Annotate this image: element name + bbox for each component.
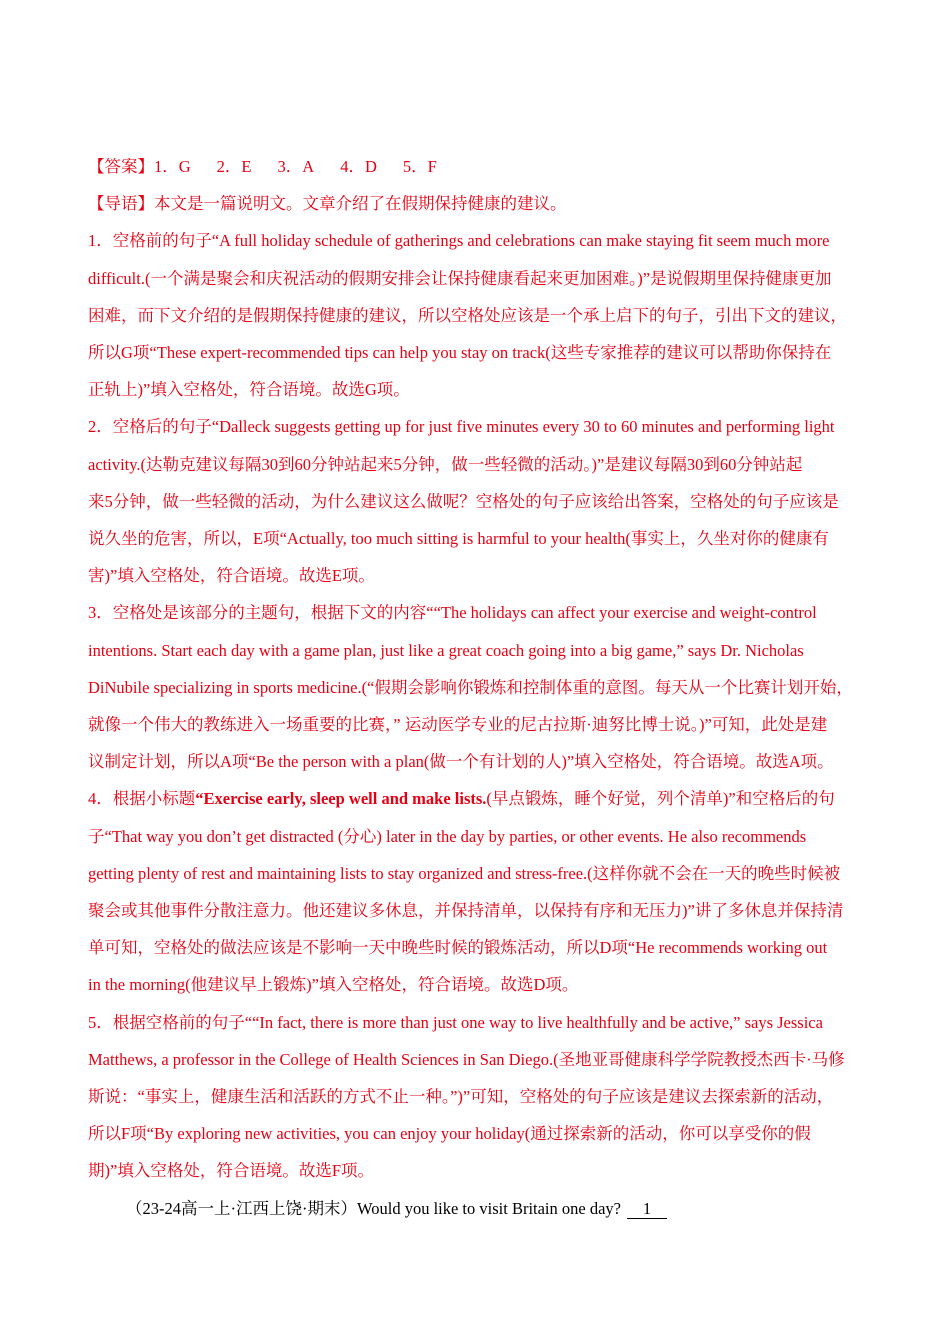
explanation-line: 所以G项“These expert-recommended tips can help you stay on track(这些专家推荐的建议可以帮助你保持在 bbox=[88, 343, 832, 363]
answer-label: 【答案】 bbox=[88, 157, 154, 176]
explanation-line: 就像一个伟大的教练进入一场重要的比赛，” 运动医学专业的尼古拉斯·迪努比博士说。)”可知，此处是建 bbox=[88, 715, 828, 735]
explanation-line: 困难，而下文介绍的是假期保持健康的建议，所以空格处应该是一个承上启下的句子，引出下文的建议， bbox=[88, 305, 847, 325]
answer-item: 4．D bbox=[340, 157, 377, 176]
answer-item: 1．G bbox=[154, 157, 191, 176]
explanation-line: 斯说：“事实上，健康生活和活跃的方式不止一种。”)”可知，空格处的句子应该是建议去探索新的活动， bbox=[88, 1087, 834, 1107]
explanation-line: difficult.(一个满是聚会和庆祝活动的假期安排会让保持健康看起来更加困难。)”是说假期里保持健康更加 bbox=[88, 268, 832, 288]
explanation-line: 正轨上)”填入空格处，符合语境。故选G项。 bbox=[88, 380, 410, 400]
intro-text: 本文是一篇说明文。文章介绍了在假期保持健康的建议。 bbox=[154, 194, 567, 214]
explanation-line: 子“That way you don’t get distracted (分心) later in the day by parties, or other events. He also recommends bbox=[88, 826, 807, 846]
explanation-line: intentions. Start each day with a game plan, just like a great coach going into a big game,” says Dr. Nicholas bbox=[88, 640, 804, 660]
explanation-line: 来5分钟，做一些轻微的活动，为什么建议这么做呢？空格处的句子应该给出答案，空格处的句子应该是 bbox=[88, 491, 839, 511]
intro-label: 【导语】 bbox=[88, 194, 154, 214]
next-question bbox=[88, 1190, 862, 1227]
explanation-line-item4 bbox=[88, 780, 862, 817]
explanation-line: 3．空格处是该部分的主题句，根据下文的内容““The holidays can affect your exercise and weight-control bbox=[88, 603, 817, 623]
explanation-line: 议制定计划，所以A项“Be the person with a plan(做一个有计划的人)”填入空格处，符合语境。故选A项。 bbox=[88, 752, 834, 772]
answer-item: 3．A bbox=[277, 157, 315, 176]
explanation-line: 说久坐的危害，所以，E项“Actually, too much sitting is harmful to your health(事实上，久坐对你的健康有 bbox=[88, 529, 829, 549]
explanation-line: 1．空格前的句子“A full holiday schedule of gatherings and celebrations can make staying fit seem much more bbox=[88, 231, 830, 251]
question-text: （23-24高一上·江西上饶·期末）Would you like to visit Britain one day? bbox=[126, 1198, 621, 1218]
explanation-line: getting plenty of rest and maintaining lists to stay organized and stress-free.(这样你就不会在一天的晚些时候被 bbox=[88, 863, 841, 883]
answer-blank: 1 bbox=[627, 1200, 667, 1219]
explanation-line: 2．空格后的句子“Dalleck suggests getting up for just five minutes every 30 to 60 minutes and performing light bbox=[88, 417, 835, 437]
explanation-line: DiNubile specializing in sports medicine.(“假期会影响你锻炼和控制体重的意图。每天从一个比赛计划开始， bbox=[88, 677, 853, 697]
item4-prefix: 4．根据小标题 bbox=[88, 789, 196, 809]
answer-line bbox=[88, 148, 862, 185]
item4-subtitle: “Exercise early, sleep well and make lists. bbox=[195, 789, 487, 809]
explanation-line: activity.(达勒克建议每隔30到60分钟站起来5分钟，做一些轻微的活动。)”是建议每隔30到60分钟站起 bbox=[88, 454, 803, 474]
explanation-line: 聚会或其他事件分散注意力。他还建议多休息，并保持清单，以保持有序和无压力)”讲了多休息并保持清 bbox=[88, 901, 844, 921]
explanation-line: 单可知，空格处的做法应该是不影响一天中晚些时候的锻炼活动，所以D项“He recommends working out bbox=[88, 938, 828, 958]
intro-line bbox=[88, 185, 862, 222]
answer-item: 2．E bbox=[216, 157, 252, 176]
explanation-line: in the morning(他建议早上锻炼)”填入空格处，符合语境。故选D项。 bbox=[88, 975, 579, 995]
explanation-line: Matthews, a professor in the College of Health Sciences in San Diego.(圣地亚哥健康科学学院教授杰西卡·马修 bbox=[88, 1049, 845, 1069]
answer-item: 5．F bbox=[402, 157, 437, 176]
explanation-line: 5．根据空格前的句子““In fact, there is more than just one way to live healthfully and be active,” says Jessica bbox=[88, 1012, 823, 1032]
explanation-line: 害)”填入空格处，符合语境。故选E项。 bbox=[88, 566, 375, 586]
explanation-line: 期)”填入空格处，符合语境。故选F项。 bbox=[88, 1161, 374, 1181]
explanation-line: 所以F项“By exploring new activities, you can enjoy your holiday(通过探索新的活动，你可以享受你的假 bbox=[88, 1124, 811, 1144]
item4-suffix: (早点锻炼，睡个好觉，列个清单)”和空格后的句 bbox=[486, 789, 835, 809]
